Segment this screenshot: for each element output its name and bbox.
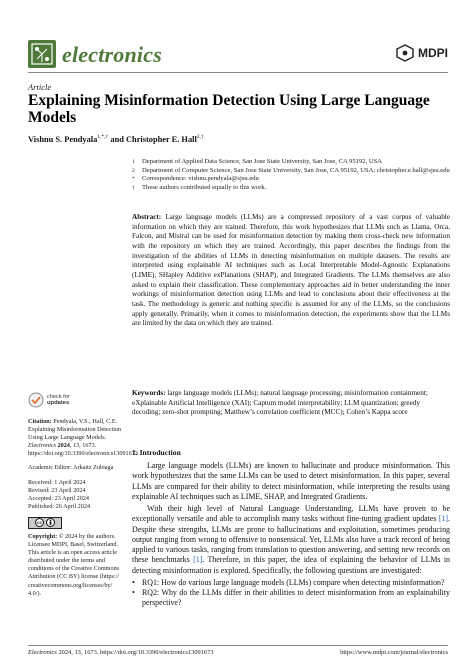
cc-license-badge[interactable] bbox=[28, 517, 124, 529]
accepted-date: Accepted: 23 April 2024 bbox=[28, 494, 90, 502]
author-name[interactable]: Christopher E. Hall bbox=[125, 134, 197, 144]
introduction-body bbox=[132, 461, 450, 609]
check-for-updates-button[interactable] bbox=[28, 392, 124, 408]
bullet-icon: • bbox=[132, 577, 135, 587]
paper-title: Explaining Misinformation Detection Using Large Language Models bbox=[28, 92, 430, 126]
abstract-text: Large language models (LLMs) are a compressed repository of a vast corpus of valuable information on which they are trained. Therefore, this work hypothesizes that LLMs such as Llama, Orca, Falcon, and Mistral can be used for misinformation detection by making them cross-check new information with the repository on which they are trained. Accordingly, this paper describes the findings from the investigation of the abilities of LLMs in detecting misinformation on multiple datasets. The results are interpreted using explainable AI techniques such as Local Interpretable Model-Agnostic Explanations (LIME), SHapley Additive exPlanations (SHAP), and Integrated Gradients. The LLMs themselves are also asked to explain their classification. These complementary approaches aid in better understanding the inner workings of misinformation detection using LLMs and lead to conclusions about their effectiveness at the task. The methodology is generic and nothing specific is assumed for any of the LLMs, so the conclusions apply generally. Primarily, when it comes to misinformation detection, the experiments show that the LLMs are limited by the data on which they are trained. bbox=[132, 213, 450, 328]
citation-text: Pendyala, V.S.; Hall, C.E. Explaining Misinformation Detection Using Large Language Models. bbox=[28, 418, 122, 442]
revised-date: Revised: 23 April 2024 bbox=[28, 486, 86, 494]
author-affiliation-marker: 2,† bbox=[196, 134, 204, 140]
contribution-note: These authors contributed equally to this work. bbox=[142, 183, 267, 191]
bullet-icon: • bbox=[132, 588, 135, 597]
citation-journal: Electronics bbox=[28, 442, 56, 450]
citation-year: 2024 bbox=[57, 442, 70, 450]
publisher-logo bbox=[396, 44, 448, 62]
cc-icon: cc bbox=[36, 520, 43, 526]
paragraph-text: . Despite these strengths, LLMs are prone to hallucinations and exploitation, sometimes producing output ranging from wrong to offensive to nonsensical. Yet, LLMs also have a track record of being applied to various tasks, ranging from translation to question answering, and setting new records on these benchmarks bbox=[132, 514, 450, 565]
journal-name: electronics bbox=[62, 42, 162, 67]
citation-block: Citation: Pendyala, V.S.; Hall, C.E. Explaining Misinformation Detection Using Large Language Models. Electronics 2024, 13, 1673. https://doi.org/10.3390/electronics13091673 bbox=[28, 418, 138, 458]
affiliation-marker: * bbox=[132, 176, 135, 183]
paragraph-text: With their high level of Natural Language Understanding, LLMs have proven to be exceptionally versatile and able to accomplish many tasks without fine-tuning gradient updates bbox=[132, 504, 450, 524]
author-connector: and bbox=[110, 134, 124, 144]
research-questions bbox=[132, 578, 450, 609]
affiliation-item bbox=[132, 167, 452, 176]
published-date: Published: 26 April 2024 bbox=[28, 502, 91, 510]
correspondence-text: Correspondence: vishnu.pendyala@sjsu.edu bbox=[142, 175, 259, 183]
citation-link[interactable]: [1] bbox=[193, 555, 203, 565]
keywords bbox=[132, 389, 450, 418]
citation-doi-link[interactable]: , 1673. https://doi.org/10.3390/electronics13091673 bbox=[28, 442, 138, 458]
affiliation-marker: 1 bbox=[132, 159, 135, 165]
citation-volume: 13 bbox=[72, 442, 80, 450]
updates-label: updates bbox=[47, 400, 70, 406]
page-footer bbox=[28, 649, 448, 656]
affiliation-text: Department of Computer Science, San Jose State University, San Jose, CA 95192, USA; christopher.e.hall@sjsu.edu bbox=[142, 166, 450, 174]
academic-editor: Academic Editor: Arkaitz Zubiaga bbox=[28, 464, 114, 472]
section-heading: 1. Introduction bbox=[132, 448, 181, 457]
research-question: RQ2: Why do the LLMs differ in their abilities to detect misinformation from an explainability perspective? bbox=[142, 588, 450, 608]
dates-block bbox=[28, 479, 124, 511]
citation-label: Citation: bbox=[28, 418, 52, 425]
received-date: Received: 1 April 2024 bbox=[28, 478, 86, 486]
list-item bbox=[132, 578, 450, 588]
footer-doi-link[interactable]: 2024, 13, 1673. https://doi.org/10.3390/electronics13091673 bbox=[56, 649, 214, 656]
citation-link[interactable]: [1] bbox=[438, 514, 449, 524]
attribution-icon bbox=[46, 518, 55, 527]
author-name[interactable]: Vishnu S. Pendyala bbox=[28, 134, 98, 144]
paragraph: Large language models (LLMs) are known to hallucinate and produce misinformation. This work hypothesizes that the same LLMs can be used to detect misinformation. In this paper, several LLMs are compared for their ability to detect misinformation, while interpreting the results using explainable AI techniques such as LIME, SHAP, and Integrated Gradients. bbox=[132, 461, 450, 501]
affiliation-marker: 2 bbox=[132, 167, 135, 174]
journal-header bbox=[28, 40, 448, 80]
footer-journal-link[interactable]: https://www.mdpi.com/journal/electronics bbox=[340, 649, 448, 656]
abstract-label: Abstract: bbox=[132, 213, 162, 221]
check-updates-icon bbox=[28, 392, 44, 408]
copyright-block bbox=[28, 533, 124, 598]
affiliations bbox=[132, 158, 452, 192]
keywords-text: large language models (LLMs); natural language processing; misinformation containment; eXplainable Artificial Intelligence (XAI); Captum model interpretability; LLM quantization; greedy decoding; zero-shot prompting; Matthew’s correlation coefficient (MCC); Cohen’s Kappa score bbox=[132, 389, 428, 417]
article-type: Article bbox=[28, 82, 52, 92]
footer-citation bbox=[28, 649, 214, 656]
mdpi-logo-icon bbox=[396, 44, 414, 62]
affiliation-item bbox=[132, 158, 452, 167]
footer-divider bbox=[28, 645, 448, 646]
header-divider bbox=[28, 72, 448, 73]
affiliation-text: Department of Applied Data Science, San Jose State University, San Jose, CA 95192, USA bbox=[142, 158, 383, 165]
keywords-label: Keywords: bbox=[132, 389, 166, 397]
affiliation-marker: † bbox=[132, 184, 135, 191]
paragraph-text: . Therefore, in this paper, the idea of explaining the behavior of LLMs in detecting misinformation is explored. Specifically, the following questions are investigated: bbox=[132, 555, 450, 575]
paragraph bbox=[132, 504, 450, 576]
footer-journal: Electronics bbox=[28, 649, 57, 656]
abstract bbox=[132, 213, 450, 329]
copyright-text: © 2024 by the authors. Licensee MDPI, Basel, Switzerland. This article is an open access article distributed under the terms and conditions of the Creative Commons Attribution (CC BY) license (https:// creativecommons.org/licenses/by/ 4.0/). bbox=[28, 532, 120, 597]
affiliation-item bbox=[132, 184, 452, 193]
editor-block bbox=[28, 464, 124, 472]
article-sidebar bbox=[28, 392, 138, 604]
author-list bbox=[28, 134, 448, 144]
research-question: RQ1: How do various large language models (LLMs) compare when detecting misinformation? bbox=[142, 577, 445, 587]
journal-logo-icon bbox=[28, 40, 56, 68]
updates-line: check for bbox=[47, 393, 70, 400]
list-item bbox=[132, 588, 450, 609]
copyright-label: Copyright: bbox=[28, 532, 58, 540]
publisher-name: MDPI bbox=[418, 46, 448, 60]
affiliation-item bbox=[132, 175, 452, 184]
author-affiliation-marker: 1,*,† bbox=[97, 134, 109, 140]
